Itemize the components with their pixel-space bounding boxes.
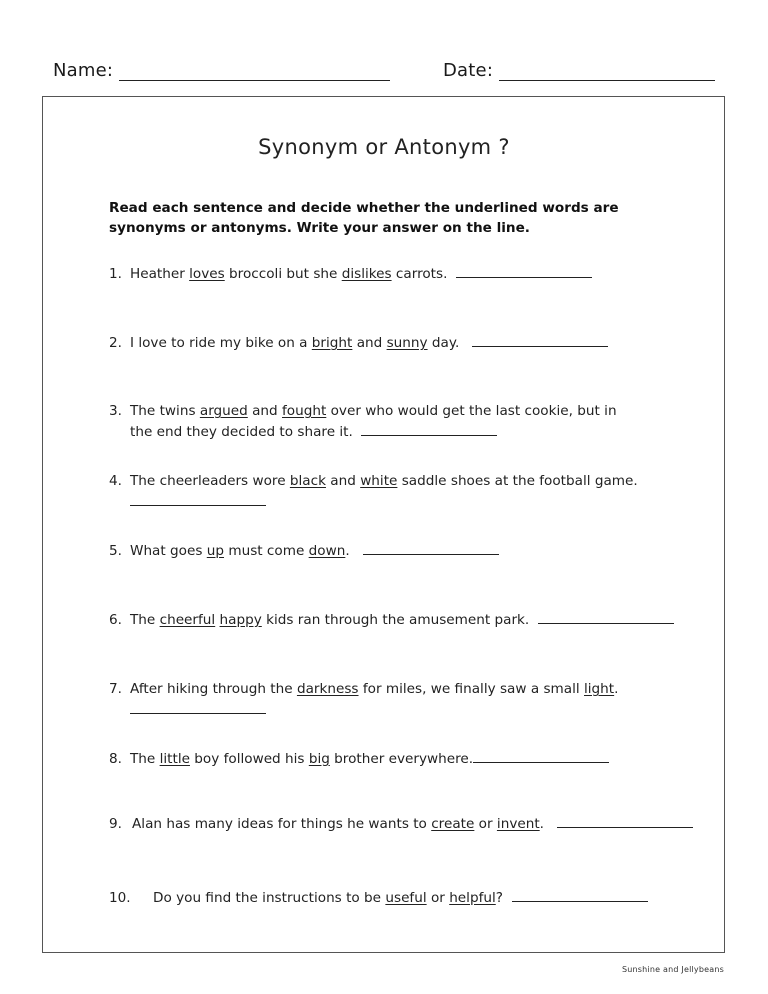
question-number: 3. — [109, 403, 122, 419]
answer-blank[interactable] — [512, 887, 648, 902]
name-label: Name: — [53, 60, 114, 81]
underlined-word: fought — [282, 403, 327, 419]
question-text: and — [325, 473, 361, 489]
question-text: and — [352, 335, 387, 351]
underlined-word: useful — [385, 890, 427, 906]
question-5 — [109, 540, 499, 561]
question-text: . — [614, 681, 619, 697]
underlined-word: loves — [189, 266, 225, 282]
question-number: 2. — [109, 335, 122, 351]
question-text: broccoli but she — [224, 266, 342, 282]
question-text: carrots. — [391, 266, 448, 282]
underlined-word: create — [431, 816, 475, 832]
question-text: for miles, we finally saw a small — [358, 681, 584, 697]
question-number: 4. — [109, 473, 122, 489]
question-text: over who would get the last cookie, but in — [326, 403, 617, 419]
question-text: the end they decided to share it. — [130, 424, 353, 440]
answer-blank[interactable] — [456, 263, 592, 278]
underlined-word: little — [159, 751, 190, 767]
question-number: 9. — [109, 816, 122, 832]
underlined-word: sunny — [386, 335, 428, 351]
question-9 — [109, 813, 693, 834]
answer-blank[interactable] — [130, 491, 266, 506]
question-8 — [109, 748, 609, 769]
question-text: What goes — [130, 543, 207, 559]
question-7 — [109, 679, 618, 720]
question-4 — [109, 471, 638, 512]
worksheet-title: Synonym or Antonym ? — [258, 135, 510, 159]
question-text: kids ran through the amusement park. — [261, 612, 530, 628]
underlined-word: invent — [496, 816, 540, 832]
answer-blank[interactable] — [472, 332, 608, 347]
question-number: 5. — [109, 543, 122, 559]
instructions: Read each sentence and decide whether the underlined words are synonyms or antonyms. Write your answer on the line. — [109, 200, 619, 236]
question-text: or — [474, 816, 497, 832]
underlined-word: happy — [219, 612, 262, 628]
question-text: The cheerleaders wore — [130, 473, 290, 489]
underlined-word: dislikes — [341, 266, 392, 282]
question-text: boy followed his — [189, 751, 309, 767]
question-text: Heather — [130, 266, 190, 282]
question-text: The — [130, 751, 160, 767]
footer-credit: Sunshine and Jellybeans — [621, 965, 724, 974]
question-text: After hiking through the — [130, 681, 297, 697]
underlined-word: darkness — [296, 681, 359, 697]
question-text: . — [539, 816, 544, 832]
question-text: or — [426, 890, 450, 906]
answer-blank[interactable] — [538, 609, 674, 624]
question-text: and — [247, 403, 282, 419]
underlined-word: black — [289, 473, 326, 489]
question-2 — [109, 332, 608, 353]
question-text: The twins — [130, 403, 200, 419]
question-6 — [109, 609, 674, 630]
question-text: . — [345, 543, 350, 559]
underlined-word: big — [308, 751, 330, 767]
question-text: The — [130, 612, 160, 628]
question-text: I love to ride my bike on a — [130, 335, 312, 351]
underlined-word: helpful — [449, 890, 496, 906]
answer-blank[interactable] — [363, 540, 499, 555]
question-number: 7. — [109, 681, 122, 697]
question-3 — [109, 401, 617, 442]
question-number: 10. — [109, 890, 131, 906]
question-text: Alan has many ideas for things he wants to — [132, 816, 432, 832]
underlined-word: up — [206, 543, 225, 559]
underlined-word: argued — [199, 403, 248, 419]
underlined-word: bright — [311, 335, 353, 351]
question-text: must come — [224, 543, 309, 559]
date-label: Date: — [443, 60, 494, 81]
answer-blank[interactable] — [361, 421, 497, 436]
question-10 — [109, 887, 648, 908]
question-text: brother everywhere. — [329, 751, 474, 767]
underlined-word: cheerful — [159, 612, 216, 628]
underlined-word: light — [584, 681, 615, 697]
underlined-word: white — [360, 473, 398, 489]
answer-blank[interactable] — [130, 699, 266, 714]
question-text: day. — [427, 335, 460, 351]
answer-blank[interactable] — [557, 813, 693, 828]
question-number: 8. — [109, 751, 122, 767]
question-number: 1. — [109, 266, 122, 282]
name-field[interactable] — [119, 80, 390, 81]
question-1 — [109, 263, 592, 284]
question-text: saddle shoes at the football game. — [397, 473, 638, 489]
date-field[interactable] — [499, 80, 715, 81]
underlined-word: down — [308, 543, 346, 559]
answer-blank[interactable] — [473, 748, 609, 763]
question-text: Do you find the instructions to be — [153, 890, 386, 906]
question-number: 6. — [109, 612, 122, 628]
question-text: ? — [495, 890, 503, 906]
